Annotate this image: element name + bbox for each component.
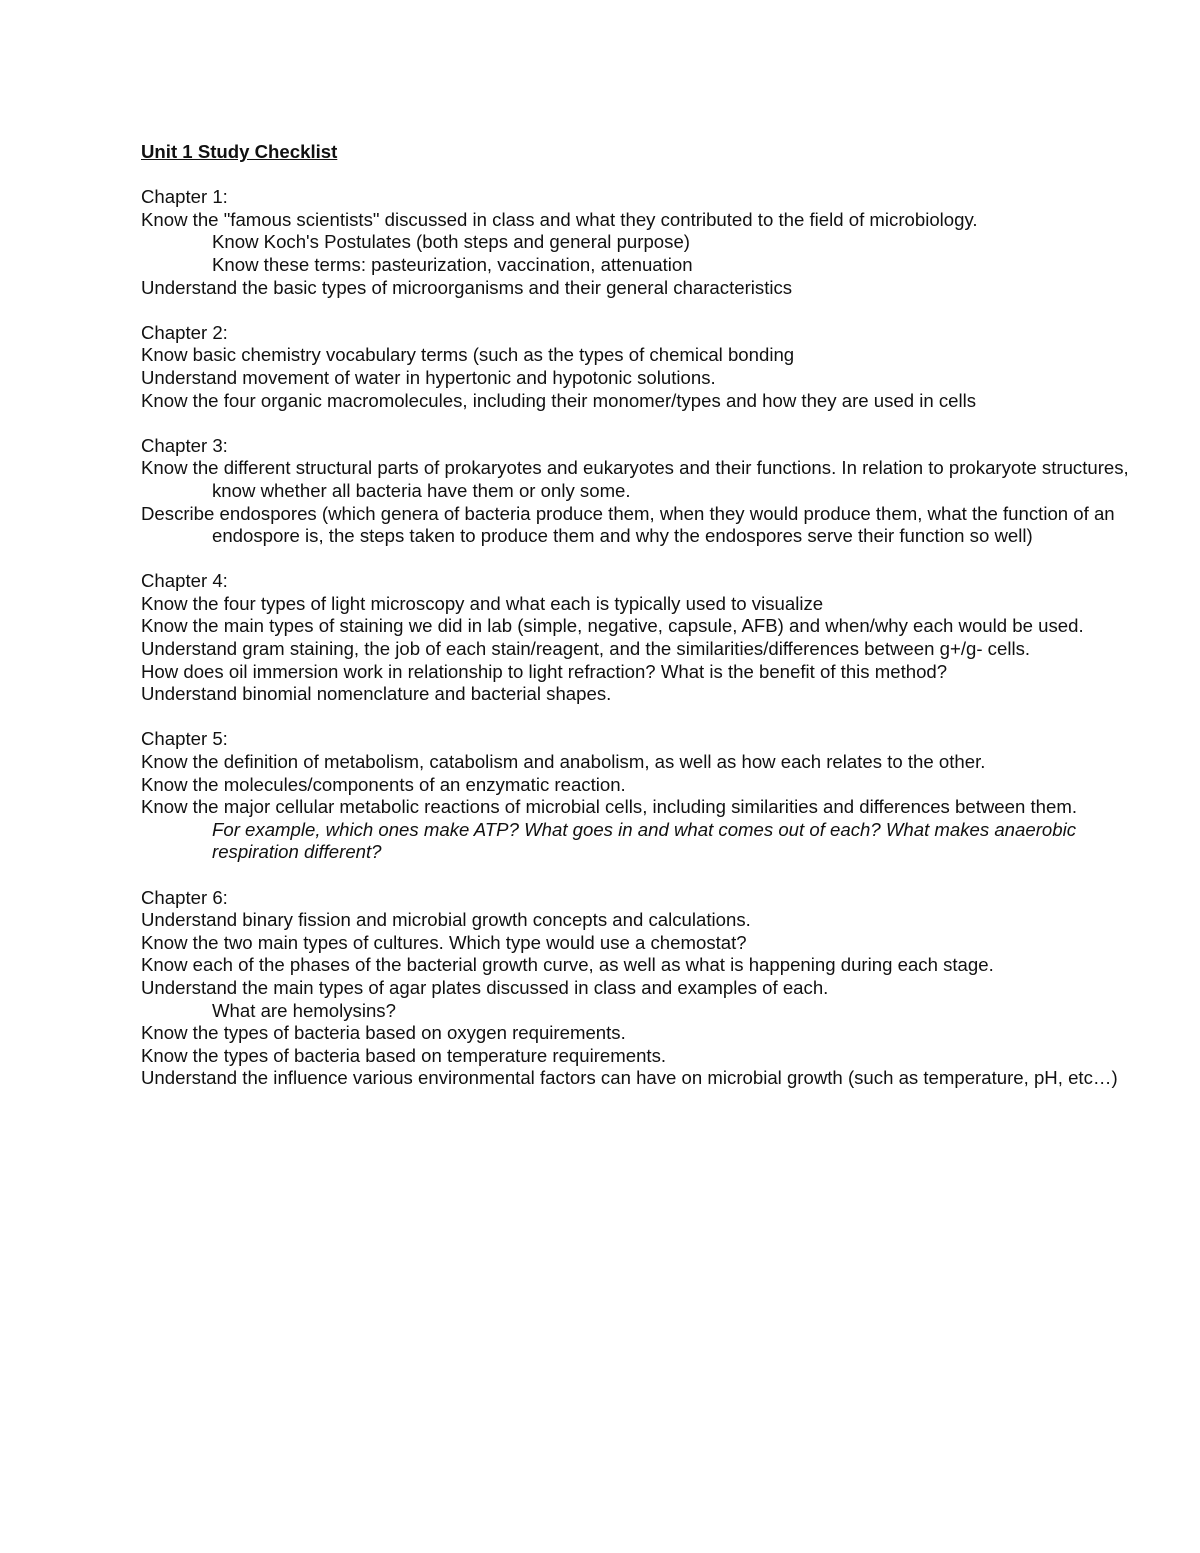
checklist-item: Know the four types of light microscopy and what each is typically used to visualize [141,592,824,614]
checklist-item: Understand the main types of agar plates discussed in class and examples of each. [141,976,829,998]
checklist-item: How does oil immersion work in relationship to light refraction? What is the benefit of this method? [141,660,948,682]
checklist-item: Describe endospores (which genera of bacteria produce them, when they would produce them, what the function of an endospore is, the steps taken to produce them and why the endospores serve their function so well) [141,502,1115,547]
chapter-section [141,570,1141,706]
checklist-item: Understand the influence various environmental factors can have on microbial growth (such as temperature, pH, etc…) [141,1067,1118,1089]
chapter-heading: Chapter 4: [141,570,228,592]
spacer [141,164,1141,187]
checklist-item: Know the major cellular metabolic reactions of microbial cells, including similarities and differences between them. [141,796,1077,818]
checklist-item: Know the definition of metabolism, catabolism and anabolism, as well as how each relates to the other. [141,751,986,773]
chapter-section [141,728,1141,864]
checklist-item: Know basic chemistry vocabulary terms (such as the types of chemical bonding [141,344,795,366]
chapter-heading: Chapter 6: [141,886,228,908]
chapter-heading: Chapter 3: [141,434,228,456]
document-page [141,141,1141,1113]
checklist-item: Know each of the phases of the bacterial growth curve, as well as what is happening during each stage. [141,954,994,976]
checklist-item: Know the "famous scientists" discussed in class and what they contributed to the field of microbiology. [141,208,978,230]
checklist-item: Know the types of bacteria based on temperature requirements. [141,1044,667,1066]
checklist-item: Know the different structural parts of prokaryotes and eukaryotes and their functions. In relation to prokaryote structures, know whether all bacteria have them or only some. [141,457,1129,501]
checklist-item: Know these terms: pasteurization, vaccination, attenuation [212,253,693,275]
chapter-section [141,887,1141,1090]
chapter-list [141,186,1141,1090]
checklist-item: Know the two main types of cultures. Which type would use a chemostat? [141,931,747,953]
chapter-heading: Chapter 2: [141,321,228,343]
checklist-item: Understand binomial nomenclature and bacterial shapes. [141,683,612,705]
checklist-item: Know the main types of staining we did in lab (simple, negative, capsule, AFB) and when/why each would be used. [141,615,1084,637]
chapter-heading: Chapter 1: [141,186,228,208]
checklist-item: Understand the basic types of microorganisms and their general characteristics [141,276,793,298]
checklist-item: What are hemolysins? [212,999,396,1021]
checklist-item: Understand movement of water in hypertonic and hypotonic solutions. [141,366,716,388]
document-title: Unit 1 Study Checklist [141,141,338,162]
checklist-item: Know Koch's Postulates (both steps and general purpose) [212,231,690,253]
checklist-item: Know the four organic macromolecules, including their monomer/types and how they are used in cells [141,389,977,411]
chapter-section [141,435,1141,548]
checklist-item: Understand gram staining, the job of each stain/reagent, and the similarities/differences between g+/g- cells. [141,638,1031,660]
checklist-item: Know the types of bacteria based on oxygen requirements. [141,1022,626,1044]
checklist-item: Know the molecules/components of an enzymatic reaction. [141,773,626,795]
chapter-heading: Chapter 5: [141,728,228,750]
checklist-item: For example, which ones make ATP? What goes in and what comes out of each? What makes anaerobic respiration different? [212,818,1077,863]
chapter-section [141,186,1141,299]
checklist-item: Understand binary fission and microbial growth concepts and calculations. [141,909,751,931]
chapter-section [141,322,1141,412]
